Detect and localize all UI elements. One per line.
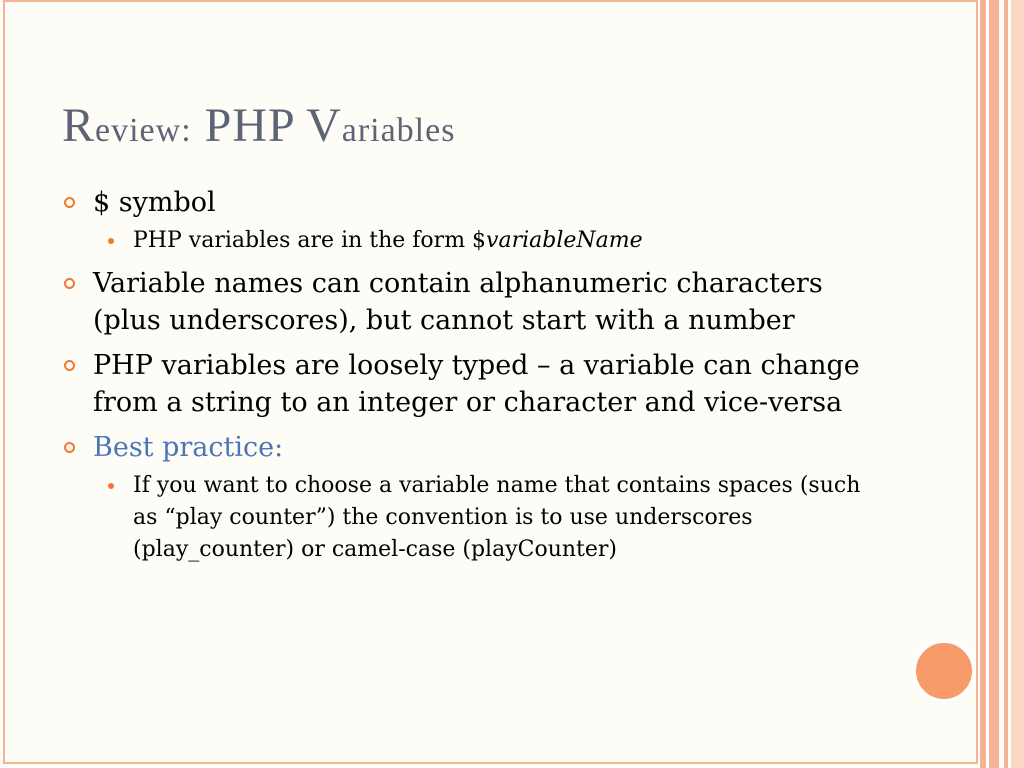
title-initial: V — [306, 99, 342, 152]
dot-bullet-icon — [108, 483, 114, 489]
slide-title — [62, 98, 455, 153]
sub-bullet-item — [93, 225, 877, 257]
bullet-item — [62, 184, 877, 257]
bullet-text: Best practice: — [93, 432, 284, 463]
bullet-text: PHP variables are loosely typed – a variable can change from a string to an integer or character and vice-versa — [93, 350, 860, 418]
sub-bullet-list — [93, 225, 877, 257]
decorative-stripe — [1004, 0, 1008, 768]
bullet-text: Variable names can contain alphanumeric characters (plus underscores), but cannot start with a number — [93, 268, 823, 336]
title-initial: R — [62, 99, 96, 152]
bullet-text: $ symbol — [93, 187, 216, 218]
bullet-item-best-practice — [62, 429, 877, 566]
title-middle: PHP — [191, 99, 307, 152]
sub-bullet-text: If you want to choose a variable name that contains spaces (such as “play counter”) the convention is to use underscores (play_counter) or camel-case (playCounter) — [133, 473, 861, 562]
bullet-item — [62, 265, 877, 339]
decorative-stripe — [1011, 0, 1024, 768]
ring-bullet-icon — [64, 197, 75, 208]
decorative-stripe — [989, 0, 999, 768]
sub-bullet-item — [93, 470, 877, 566]
bullet-item — [62, 347, 877, 421]
sub-bullet-list — [93, 470, 877, 566]
ring-bullet-icon — [64, 278, 75, 289]
title-smallcaps: ariables — [341, 112, 456, 149]
ring-bullet-icon — [64, 360, 75, 371]
decorative-circle — [913, 640, 975, 702]
bullet-list — [62, 184, 877, 574]
dot-bullet-icon — [108, 238, 114, 244]
decorative-stripe — [980, 0, 986, 768]
sub-bullet-italic-text: variableName — [486, 228, 643, 253]
title-smallcaps: eview: — [95, 112, 192, 149]
ring-bullet-icon — [64, 442, 75, 453]
sub-bullet-text: PHP variables are in the form $ — [133, 228, 487, 253]
